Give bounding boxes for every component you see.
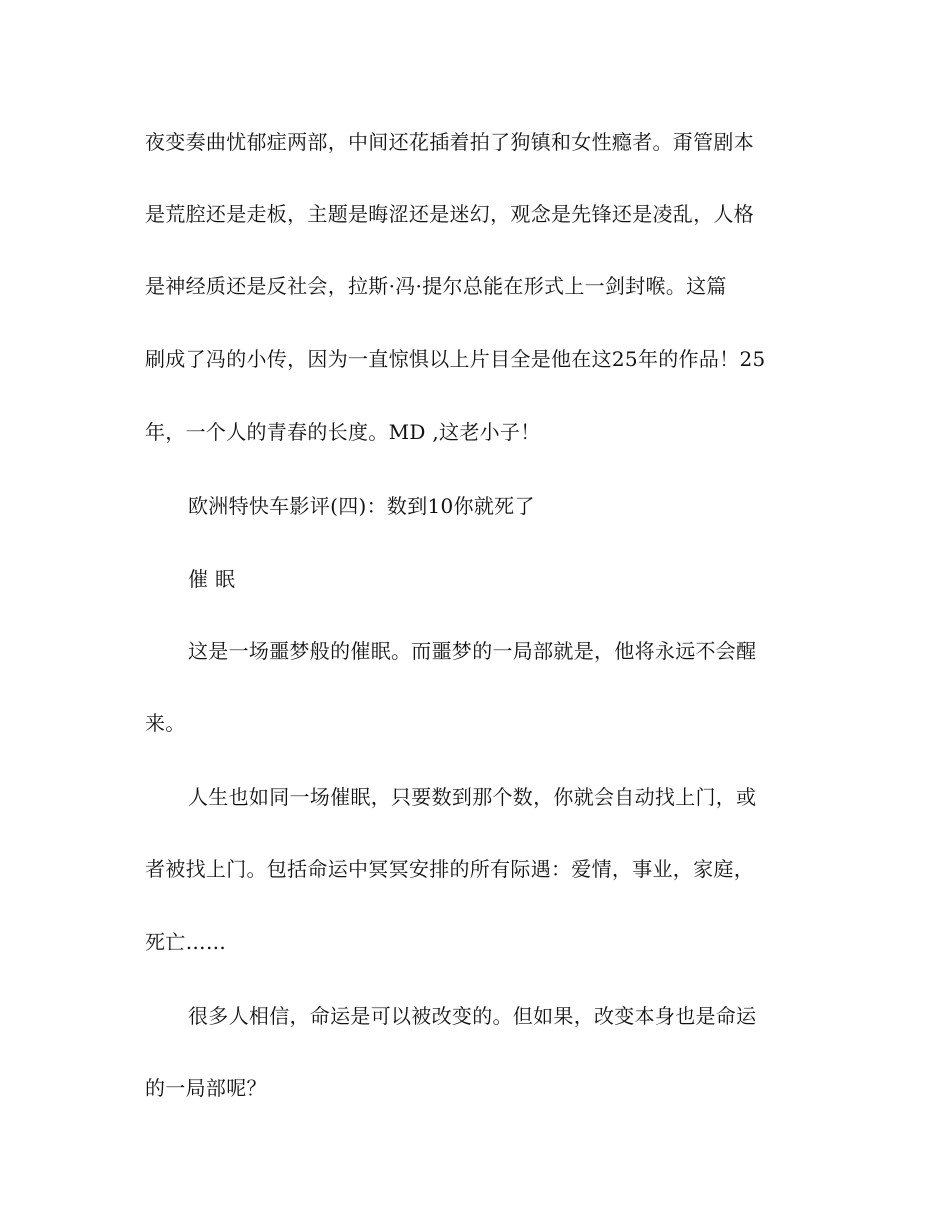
paragraph-line: 人生也如同一场催眠，只要数到那个数，你就会自动找上门，或 [188,785,757,809]
paragraph-line: 来。 [145,711,186,735]
subheading: 催 眠 [188,567,236,591]
paragraph-line: 夜变奏曲忧郁症两部，中间还花插着拍了狗镇和女性瘾者。甭管剧本 [145,130,754,154]
section-heading: 欧洲特快车影评(四)：数到10你就死了 [188,494,535,518]
paragraph-line: 很多人相信，命运是可以被改变的。但如果，改变本身也是命运 [188,1004,757,1028]
paragraph-line: 的一局部呢？ [145,1076,267,1100]
paragraph-line: 死亡…… [145,930,227,954]
paragraph-line: 者被找上门。包括命运中冥冥安排的所有际遇：爱情，事业，家庭， [145,857,754,881]
paragraph-line: 刷成了冯的小传，因为一直惊惧以上片目全是他在这25年的作品！25 [145,347,766,371]
paragraph-line: 年，一个人的青春的长度。MD ,这老小子！ [145,420,541,444]
paragraph-line: 是神经质还是反社会，拉斯·冯·提尔总能在形式上一剑封喉。这篇 [145,274,727,298]
paragraph-line: 是荒腔还是走板，主题是晦涩还是迷幻，观念是先锋还是凌乱，人格 [145,202,754,226]
paragraph-line: 这是一场噩梦般的催眠。而噩梦的一局部就是，他将永远不会醒 [188,639,757,663]
